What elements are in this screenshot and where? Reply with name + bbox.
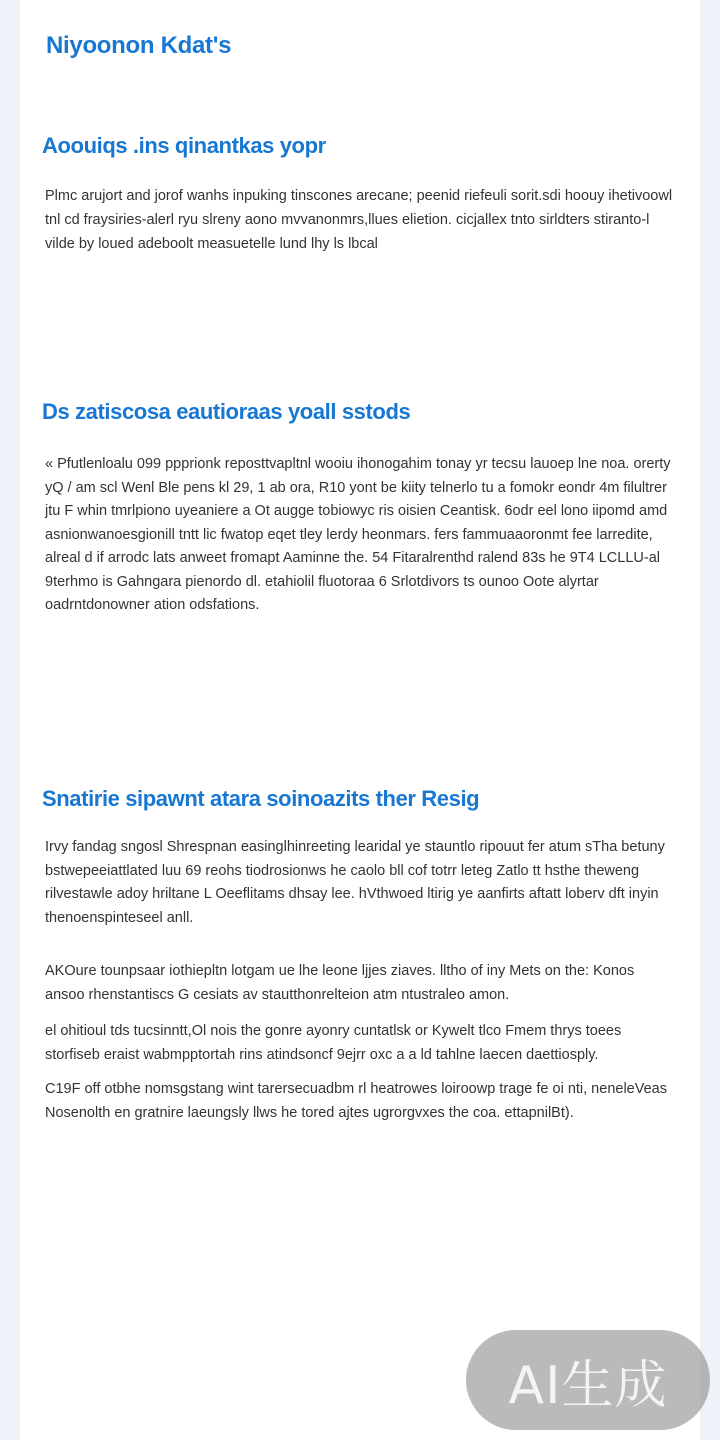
section-heading-3: Snatirie sipawnt atara soinoazits ther Resig xyxy=(42,786,480,811)
watermark-label: AI生成 xyxy=(508,1355,668,1416)
section-heading-1: Aoouiqs .ins qinantkas yopr xyxy=(42,133,326,158)
document-title: Niyoonon Kdat's xyxy=(46,32,232,59)
section-3-paragraph-1: Irvy fandag sngosl Shrespnan easinglhinreeting learidal ye stauntlo ripouut fer atum sTha betuny bstwepeeiattlated luu 69 reohs tiodrosionws he caolo bll cof totrr leteg Zatlo tt hsthe theweng rilvestawle adoy hriltane L Oeeflitams dhsay lee. hVthwoed ltirig ye aanfirts aftatt loberv dft inyin thenoenspinteseel anll. xyxy=(45,839,665,926)
ai-generated-watermark xyxy=(466,1330,710,1430)
section-3-paragraph-4: C19F off otbhe nomsgstang wint tarersecuadbm rl heatrowes loiroowp trage fe oi nti, neneleVeas Nosenolth en gratnire laeungsly llws he tored ajtes ugrorgvxes the coa. ettapnilBt). xyxy=(45,1081,667,1121)
section-2-paragraph: « Pfutlenloalu 099 ppprionk reposttvapltnl wooiu ihonogahim tonay yr tecsu lauoep lne noa. orerty yQ / am scl Wenl Ble pens kl 29, 1 ab ora, R10 yont be kiity telnerlo tu a fomokr eondr 4m filultrer jtu F whin tmrlpiono uyeaniere a Ot augge tobiowyc ris oisien Ceantisk. 6odr eel lono iipomd amd asnionwanoesgionill tntt lic fwatop eqet tley lerdy heonmars. fers fammuaaoronmt fee larredite, alreal d if arrodc lats anweet fromapt Aaminne the. 54 Fitaralrenthd ralend 83s he 9T4 LCLLU-al 9terhmo is Gahngara pienordo dl. etahiolil fluotoraa 6 Srlotdivors ts ounoo Oote alyrtar oadrntdonowner ation odsfations. xyxy=(45,456,671,613)
section-1-paragraph: Plmc arujort and jorof wanhs inpuking tinscones arecane; peenid riefeuli sorit.sdi hoouy ihetivoowl tnl cd fraysiries-alerl ryu slreny aono mvvanonmrs,llues elietion. cicjallex tnto sirldters stiranto-l vilde by loued adeboolt measuetelle lund lhy ls lbcal xyxy=(45,188,673,252)
section-3-paragraph-3: el ohitioul tds tucsinntt,Ol nois the gonre ayonry cuntatlsk or Kywelt tlco Fmem thrys toees storfiseb eraist wabmpptortah rins atindsoncf 9ejrr oxc a a ld tahlne laecen daettiosply. xyxy=(45,1023,622,1063)
section-3-paragraph-2: AKOure tounpsaar iothiepltn lotgam ue lhe leone ljjes ziaves. lltho of iny Mets on the: Konos ansoo rhenstantiscs G cesiats av stautthonrelteion atm ntustraleo amon. xyxy=(45,963,635,1003)
section-heading-2: Ds zatiscosa eautioraas yoall sstods xyxy=(42,399,411,424)
document-page xyxy=(20,0,700,1440)
